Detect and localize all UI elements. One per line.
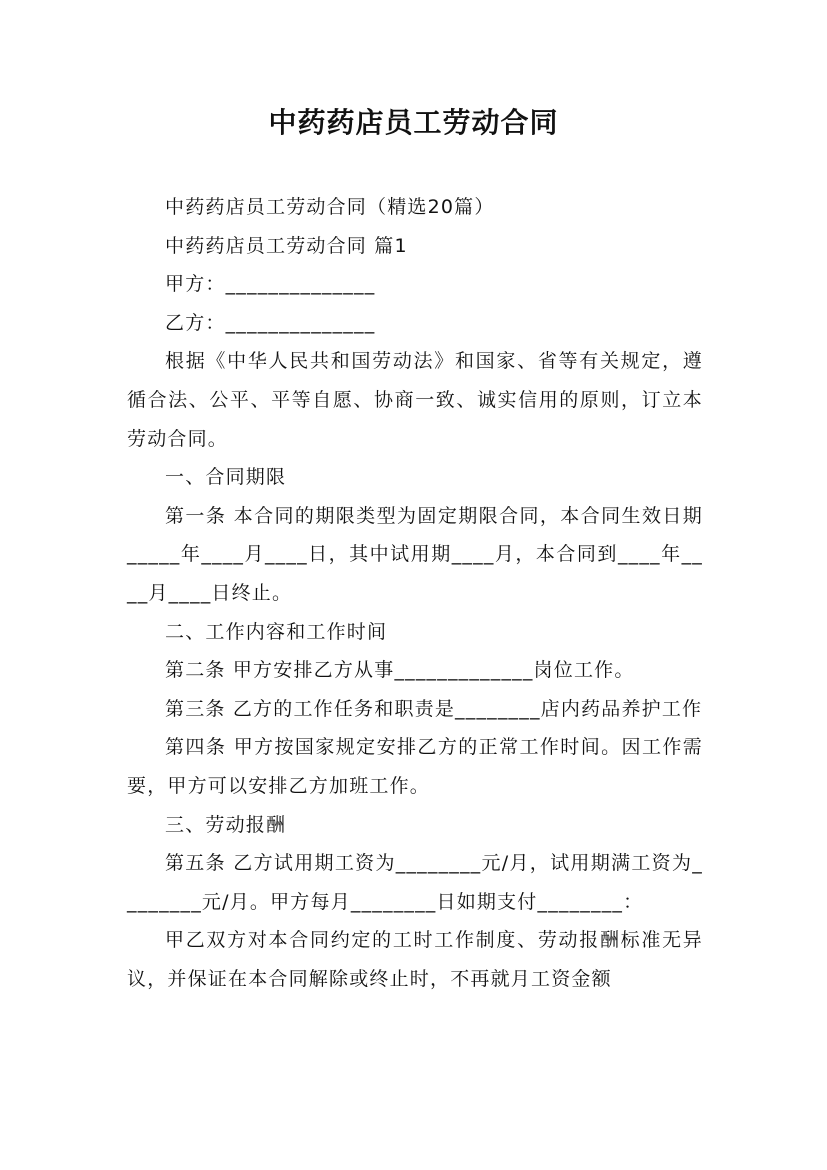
paragraph-subtitle: 中药药店员工劳动合同（精选20篇） <box>165 196 495 218</box>
paragraph-section-heading: 中药药店员工劳动合同 篇1 <box>165 234 408 257</box>
heading-contract-term: 一、合同期限 <box>165 466 287 489</box>
article-4: 第四条 甲方按国家规定安排乙方的正常工作时间。因工作需要，甲方可以安排乙方加班工作。 <box>127 736 703 797</box>
document-body <box>127 188 703 998</box>
paragraph-agreement: 甲乙双方对本合同约定的工时工作制度、劳动报酬标准无异议，并保证在本合同解除或终止时，不再就月工资金额 <box>127 929 703 990</box>
heading-remuneration: 三、劳动报酬 <box>165 813 287 836</box>
article-3: 第三条 乙方的工作任务和职责是________店内药品养护工作 <box>165 697 703 720</box>
paragraph-party-a: 甲方：______________ <box>165 273 376 296</box>
document-title: 中药药店员工劳动合同 <box>268 106 559 139</box>
article-5: 第五条 乙方试用期工资为________元/月，试用期满工资为________元/月。甲方每月________日如期支付________： <box>127 852 703 913</box>
paragraph-party-b: 乙方：______________ <box>165 311 376 334</box>
paragraph-preamble: 根据《中华人民共和国劳动法》和国家、省等有关规定，遵循合法、公平、平等自愿、协商一致、诚实信用的原则，订立本劳动合同。 <box>127 350 703 450</box>
heading-work-content: 二、工作内容和工作时间 <box>165 620 388 643</box>
article-2: 第二条 甲方安排乙方从事_____________岗位工作。 <box>165 659 635 682</box>
article-1: 第一条 本合同的期限类型为固定期限合同，本合同生效日期_____年____月____日，其中试用期____月，本合同到____年____月____日终止。 <box>127 504 703 604</box>
